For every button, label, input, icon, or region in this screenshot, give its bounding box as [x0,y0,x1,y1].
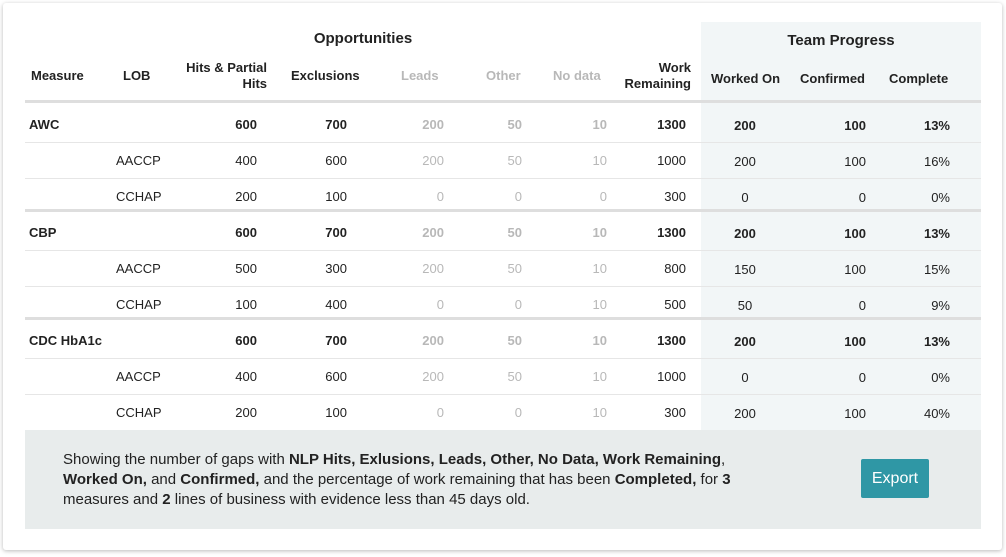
col-hits: Hits & Partial Hits [186,60,267,91]
cell-work: 500 [664,297,686,312]
cell-leads: 200 [422,225,444,240]
cell-other: 50 [507,261,522,276]
cell-lob: AACCP [116,369,161,384]
cell-confirmed: 100 [844,406,866,421]
row-divider [25,394,981,395]
col-measure: Measure [31,68,84,83]
cell-lob: AACCP [116,261,161,276]
cell-confirmed: 100 [844,334,866,349]
cell-complete: 9% [931,298,950,313]
summary-footer [25,430,981,529]
cell-confirmed: 0 [858,298,866,313]
col-work-remaining: Work Remaining [624,60,691,91]
cell-other: 0 [514,297,522,312]
cell-nodata: 10 [592,225,607,240]
cell-other: 0 [514,405,522,420]
cell-confirmed: 100 [844,262,866,277]
cell-other: 50 [507,225,522,240]
cell-work: 1300 [657,333,686,348]
cell-complete: 40% [923,406,950,421]
cell-work: 1300 [657,117,686,132]
cell-other: 0 [514,189,522,204]
cell-confirmed: 0 [858,190,866,205]
col-nodata: No data [553,68,601,83]
row-divider [25,358,981,359]
cell-complete: 13% [923,334,950,349]
cell-worked: 200 [734,154,756,169]
col-complete: Complete [889,71,949,86]
col-lob: LOB [123,68,151,83]
cell-complete: 13% [923,118,950,133]
col-leads: Leads [401,68,439,83]
summary-text: Showing the number of gaps with NLP Hits, Exlusions, Leads, Other, No Data, Work Remaining, Worked On, and Confirmed, and the percentage of work remaining that has been Completed, for 3 measures and 2 lines of business with evidence less than 45 days old. [63,451,731,508]
export-button[interactable]: Export [861,459,929,498]
cell-excl: 300 [325,261,347,276]
cell-hits: 400 [235,369,257,384]
cell-leads: 200 [422,117,444,132]
cell-nodata: 10 [592,369,607,384]
row-divider [25,250,981,251]
cell-lob: AACCP [116,153,161,168]
cell-measure: CDC HbA1c [29,333,102,348]
cell-worked: 200 [734,406,756,421]
header-divider [25,100,981,103]
cell-complete: 15% [923,262,950,277]
cell-worked: 150 [734,262,756,277]
cell-worked: 50 [737,298,753,313]
cell-leads: 0 [436,405,444,420]
cell-excl: 600 [325,153,347,168]
cell-nodata: 0 [599,189,607,204]
cell-lob: CCHAP [116,297,162,312]
cell-hits: 200 [235,405,257,420]
cell-complete: 13% [923,226,950,241]
group-divider [25,209,981,212]
cell-nodata: 10 [592,153,607,168]
cell-hits: 100 [235,297,257,312]
col-confirmed: Confirmed [800,71,865,86]
cell-leads: 200 [422,369,444,384]
cell-nodata: 10 [592,405,607,420]
cell-worked: 0 [741,370,749,385]
cell-work: 300 [664,405,686,420]
row-divider [25,142,981,143]
cell-work: 1000 [657,369,686,384]
group-divider [25,317,981,320]
cell-worked: 0 [741,190,749,205]
cell-worked: 200 [734,226,756,241]
cell-complete: 16% [923,154,950,169]
cell-excl: 600 [325,369,347,384]
opportunities-header: Opportunities [313,30,413,47]
cell-work: 800 [664,261,686,276]
cell-work: 300 [664,189,686,204]
cell-excl: 700 [325,333,347,348]
cell-hits: 600 [235,333,257,348]
col-exclusions: Exclusions [291,68,360,83]
cell-hits: 200 [235,189,257,204]
cell-confirmed: 100 [844,118,866,133]
row-divider [25,286,981,287]
cell-other: 50 [507,369,522,384]
cell-work: 1300 [657,225,686,240]
cell-nodata: 10 [592,297,607,312]
cell-leads: 0 [436,297,444,312]
cell-other: 50 [507,117,522,132]
cell-nodata: 10 [592,333,607,348]
cell-measure: CBP [29,225,57,240]
cell-confirmed: 100 [844,226,866,241]
cell-work: 1000 [657,153,686,168]
cell-complete: 0% [931,190,950,205]
cell-complete: 0% [931,370,950,385]
cell-lob: CCHAP [116,189,162,204]
cell-nodata: 10 [592,261,607,276]
cell-confirmed: 0 [858,370,866,385]
cell-lob: CCHAP [116,405,162,420]
cell-excl: 100 [325,405,347,420]
col-other: Other [486,68,521,83]
cell-excl: 400 [325,297,347,312]
cell-worked: 200 [734,334,756,349]
cell-worked: 200 [734,118,756,133]
cell-other: 50 [507,153,522,168]
cell-other: 50 [507,333,522,348]
cell-excl: 700 [325,225,347,240]
cell-hits: 500 [235,261,257,276]
cell-confirmed: 100 [844,154,866,169]
cell-leads: 200 [422,333,444,348]
cell-leads: 200 [422,261,444,276]
cell-leads: 200 [422,153,444,168]
cell-excl: 100 [325,189,347,204]
cell-hits: 600 [235,225,257,240]
cell-nodata: 10 [592,117,607,132]
cell-hits: 400 [235,153,257,168]
row-divider [25,178,981,179]
cell-excl: 700 [325,117,347,132]
cell-leads: 0 [436,189,444,204]
cell-measure: AWC [29,117,60,132]
cell-hits: 600 [235,117,257,132]
col-worked-on: Worked On [711,71,781,86]
team-progress-header: Team Progress [787,32,895,49]
